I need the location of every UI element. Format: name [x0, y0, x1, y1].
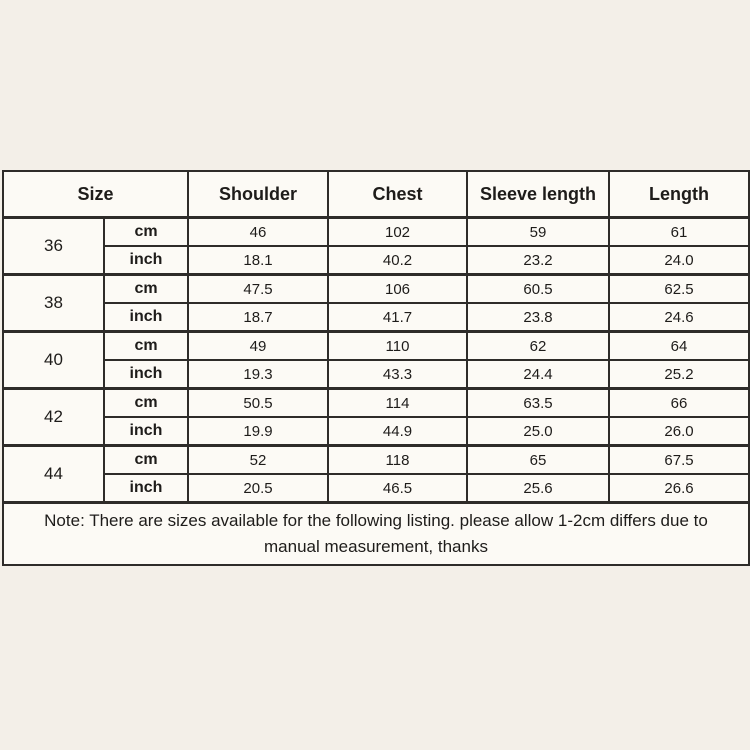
table-row	[3, 389, 749, 418]
table-row	[3, 446, 749, 475]
unit-label-inch: inch	[104, 360, 188, 389]
cell-36-inch-sleeve: 23.2	[467, 246, 609, 275]
cell-42-inch-chest: 44.9	[328, 417, 467, 446]
unit-label-cm: cm	[104, 332, 188, 361]
cell-42-cm-shoulder: 50.5	[188, 389, 328, 418]
cell-42-cm-chest: 114	[328, 389, 467, 418]
cell-44-cm-length: 67.5	[609, 446, 749, 475]
cell-40-cm-sleeve: 62	[467, 332, 609, 361]
cell-44-inch-sleeve: 25.6	[467, 474, 609, 503]
unit-label-inch: inch	[104, 474, 188, 503]
cell-40-inch-length: 25.2	[609, 360, 749, 389]
cell-36-inch-shoulder: 18.1	[188, 246, 328, 275]
cell-40-cm-shoulder: 49	[188, 332, 328, 361]
size-chart-table	[2, 170, 750, 566]
cell-38-inch-length: 24.6	[609, 303, 749, 332]
cell-36-cm-chest: 102	[328, 218, 467, 247]
cell-40-cm-chest: 110	[328, 332, 467, 361]
cell-44-cm-shoulder: 52	[188, 446, 328, 475]
cell-44-inch-chest: 46.5	[328, 474, 467, 503]
cell-36-inch-chest: 40.2	[328, 246, 467, 275]
header-sleeve-length: Sleeve length	[467, 171, 609, 218]
table-row	[3, 360, 749, 389]
note-text: Note: There are sizes available for the following listing. please allow 1-2cm differs due to manual measurement, thanks	[3, 503, 749, 566]
size-value-44: 44	[3, 446, 104, 503]
size-value-42: 42	[3, 389, 104, 446]
unit-label-cm: cm	[104, 446, 188, 475]
unit-label-cm: cm	[104, 275, 188, 304]
cell-44-inch-length: 26.6	[609, 474, 749, 503]
unit-label-inch: inch	[104, 417, 188, 446]
cell-40-inch-sleeve: 24.4	[467, 360, 609, 389]
cell-42-inch-length: 26.0	[609, 417, 749, 446]
table-row	[3, 303, 749, 332]
table-row	[3, 275, 749, 304]
header-length: Length	[609, 171, 749, 218]
unit-label-inch: inch	[104, 303, 188, 332]
unit-label-cm: cm	[104, 389, 188, 418]
header-chest: Chest	[328, 171, 467, 218]
size-value-38: 38	[3, 275, 104, 332]
cell-42-inch-sleeve: 25.0	[467, 417, 609, 446]
table-row	[3, 474, 749, 503]
cell-36-cm-shoulder: 46	[188, 218, 328, 247]
cell-40-inch-shoulder: 19.3	[188, 360, 328, 389]
cell-44-cm-chest: 118	[328, 446, 467, 475]
cell-38-cm-sleeve: 60.5	[467, 275, 609, 304]
cell-40-cm-length: 64	[609, 332, 749, 361]
cell-38-cm-shoulder: 47.5	[188, 275, 328, 304]
table-row	[3, 246, 749, 275]
note-row	[3, 503, 749, 566]
cell-40-inch-chest: 43.3	[328, 360, 467, 389]
cell-38-inch-sleeve: 23.8	[467, 303, 609, 332]
cell-42-cm-sleeve: 63.5	[467, 389, 609, 418]
cell-38-inch-shoulder: 18.7	[188, 303, 328, 332]
cell-38-cm-length: 62.5	[609, 275, 749, 304]
cell-36-cm-length: 61	[609, 218, 749, 247]
unit-label-cm: cm	[104, 218, 188, 247]
cell-38-inch-chest: 41.7	[328, 303, 467, 332]
cell-42-cm-length: 66	[609, 389, 749, 418]
header-size: Size	[3, 171, 188, 218]
size-value-36: 36	[3, 218, 104, 275]
header-row	[3, 171, 749, 218]
cell-44-inch-shoulder: 20.5	[188, 474, 328, 503]
unit-label-inch: inch	[104, 246, 188, 275]
cell-44-cm-sleeve: 65	[467, 446, 609, 475]
cell-36-inch-length: 24.0	[609, 246, 749, 275]
cell-36-cm-sleeve: 59	[467, 218, 609, 247]
header-shoulder: Shoulder	[188, 171, 328, 218]
table-row	[3, 218, 749, 247]
table-row	[3, 332, 749, 361]
table-row	[3, 417, 749, 446]
size-value-40: 40	[3, 332, 104, 389]
cell-42-inch-shoulder: 19.9	[188, 417, 328, 446]
cell-38-cm-chest: 106	[328, 275, 467, 304]
